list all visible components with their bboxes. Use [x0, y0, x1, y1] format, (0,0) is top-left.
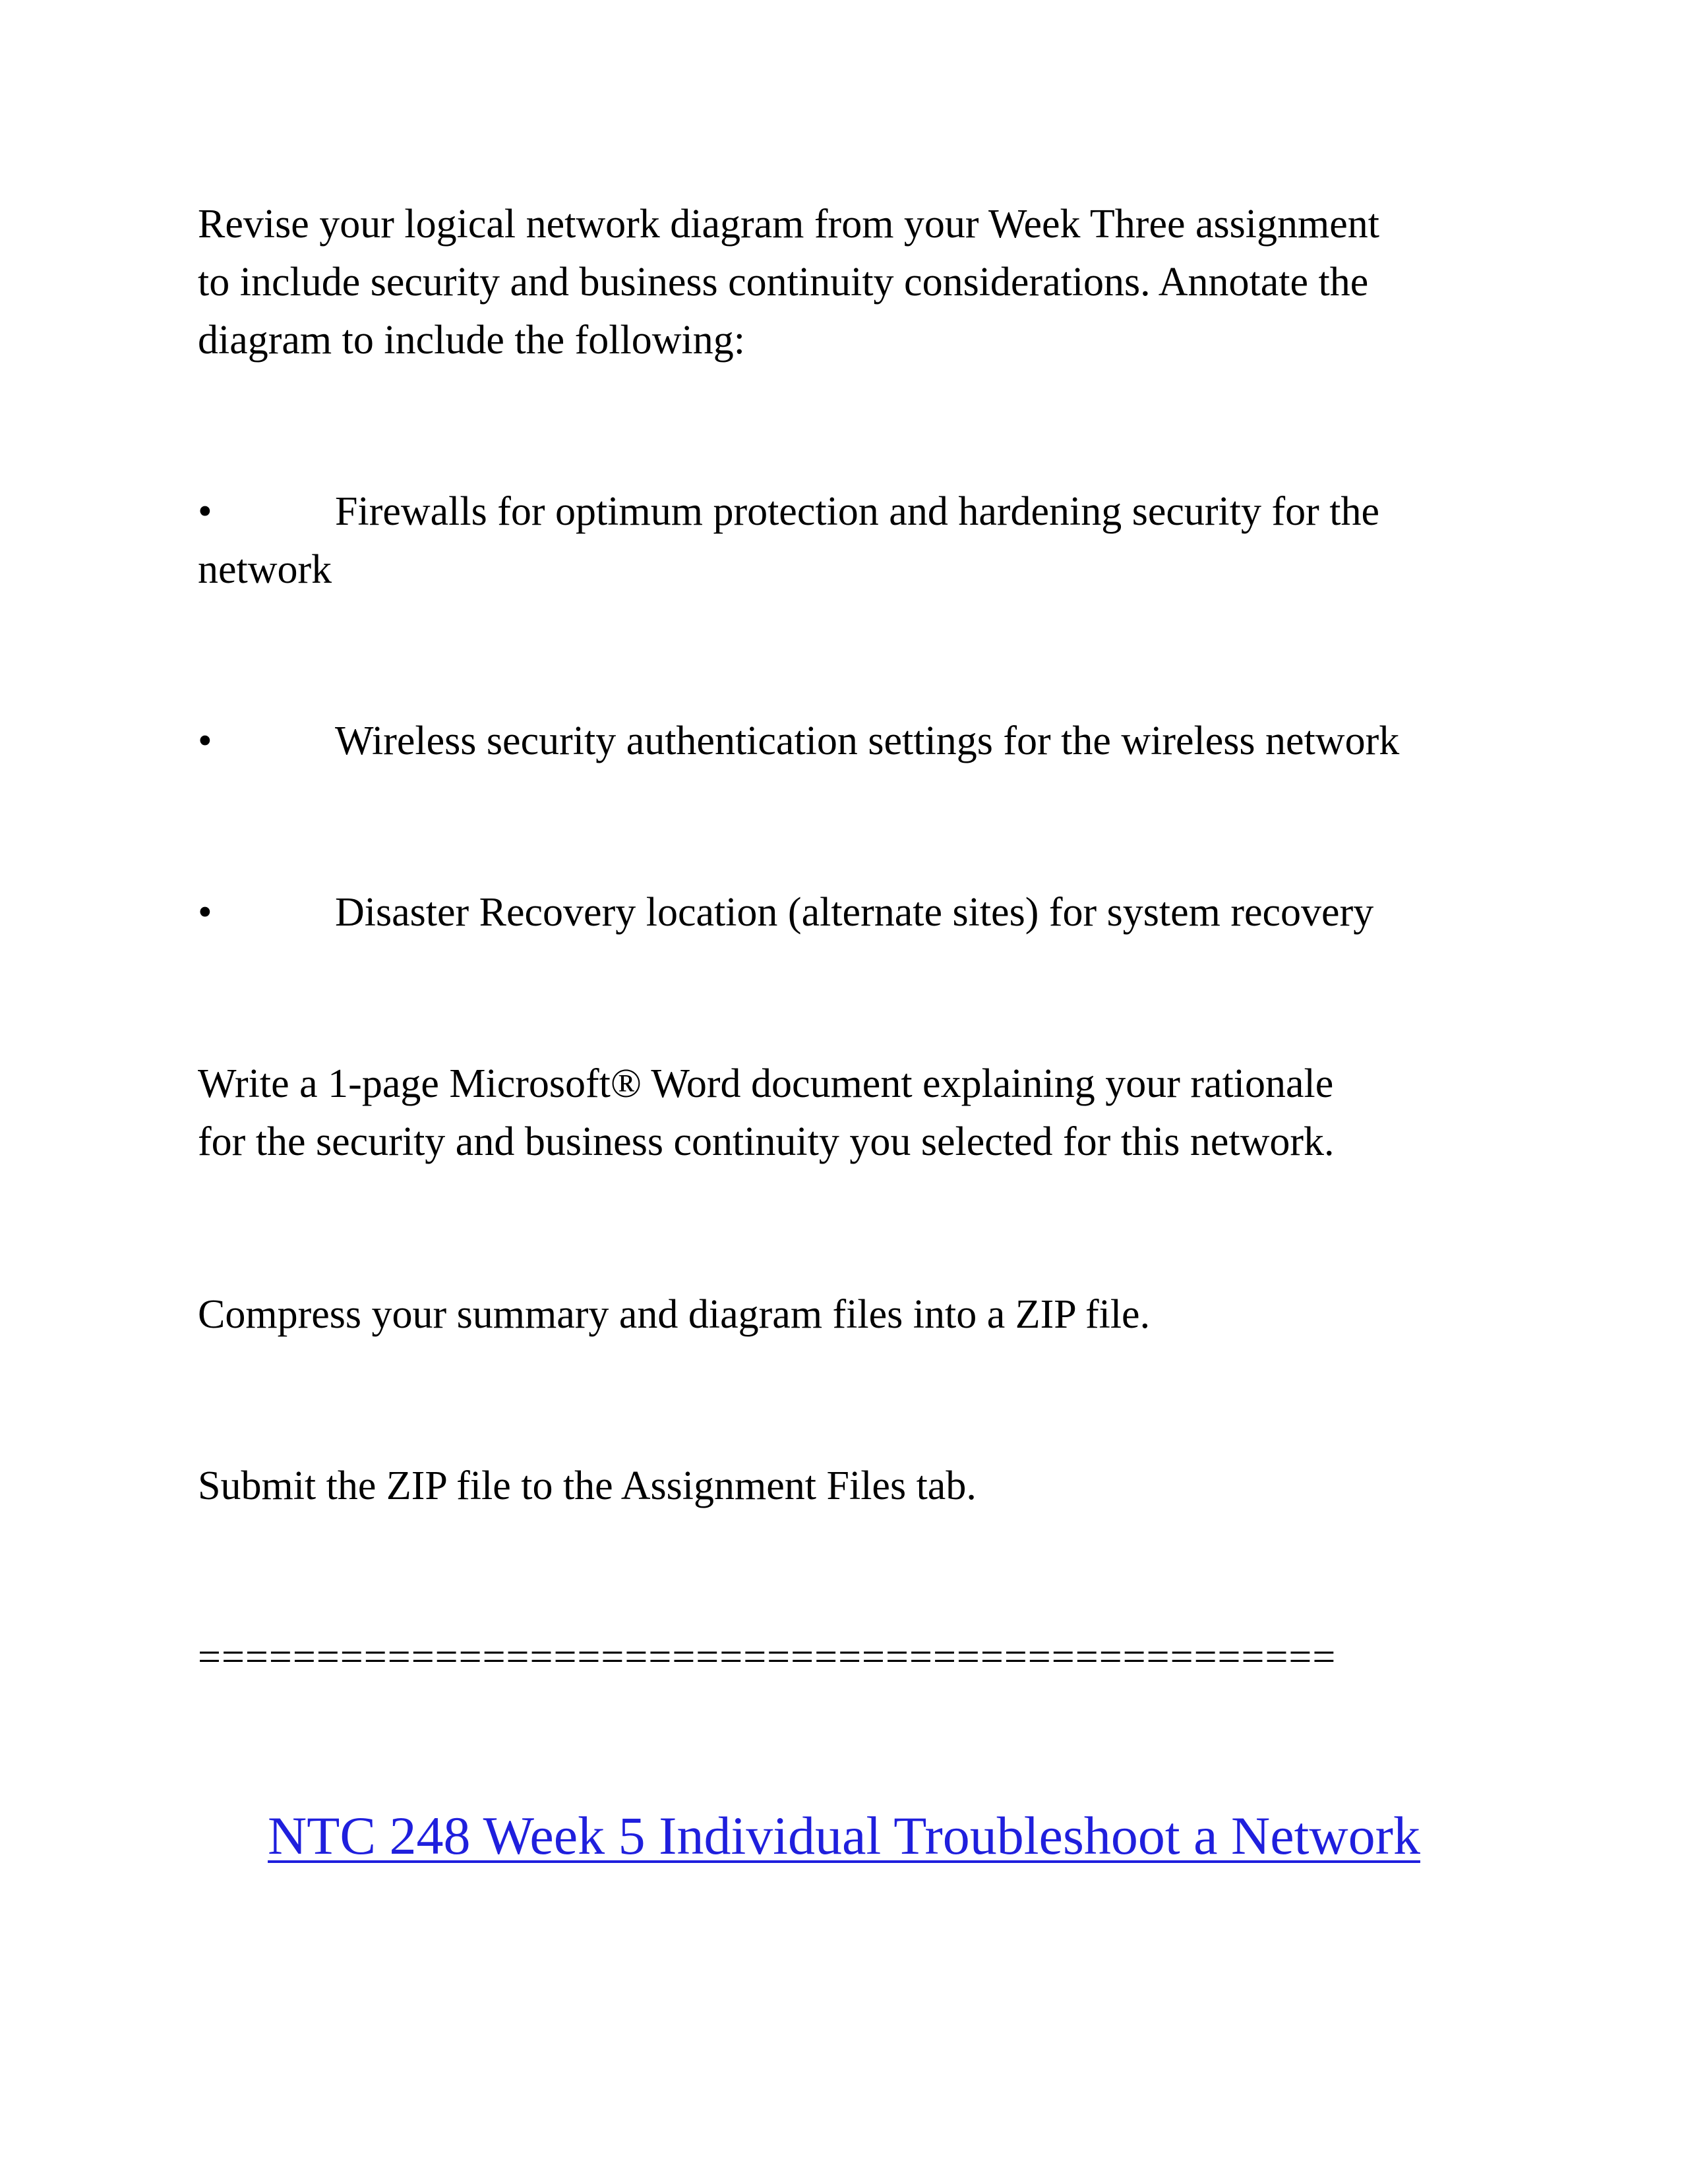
intro-line-1: Revise your logical network diagram from your Week Three assignment	[198, 202, 1379, 247]
intro-paragraph	[198, 195, 1517, 369]
write-line-2: for the security and business continuity you selected for this network.	[198, 1119, 1335, 1164]
bullet-marker: •	[198, 890, 212, 935]
link-container	[0, 1800, 1688, 1872]
bullet-item-disaster-recovery	[198, 883, 1517, 941]
submit-paragraph: Submit the ZIP file to the Assignment Files tab.	[198, 1463, 977, 1508]
bullet-marker: •	[198, 719, 212, 763]
bullet-text: Disaster Recovery location (alternate sites) for system recovery	[335, 890, 1374, 935]
compress-paragraph: Compress your summary and diagram files into a ZIP file.	[198, 1292, 1151, 1337]
bullet-text: Firewalls for optimum protection and hardening security for the	[335, 489, 1380, 534]
write-paragraph	[198, 1055, 1517, 1171]
divider-line: ================================================	[198, 1635, 1337, 1680]
write-line-1: Write a 1-page Microsoft® Word document explaining your rationale	[198, 1061, 1334, 1106]
intro-line-2: to include security and business continuity considerations. Annotate the	[198, 260, 1369, 305]
bullet-text: Wireless security authentication settings for the wireless network	[335, 719, 1400, 763]
bullet-text-continued: network	[198, 547, 332, 592]
ntc-248-week-5-link[interactable]: NTC 248 Week 5 Individual Troubleshoot a Network	[268, 1806, 1420, 1866]
bullet-item-firewalls	[198, 483, 1517, 599]
intro-line-3: diagram to include the following:	[198, 318, 745, 363]
bullet-item-wireless	[198, 712, 1517, 770]
bullet-marker: •	[198, 489, 212, 534]
